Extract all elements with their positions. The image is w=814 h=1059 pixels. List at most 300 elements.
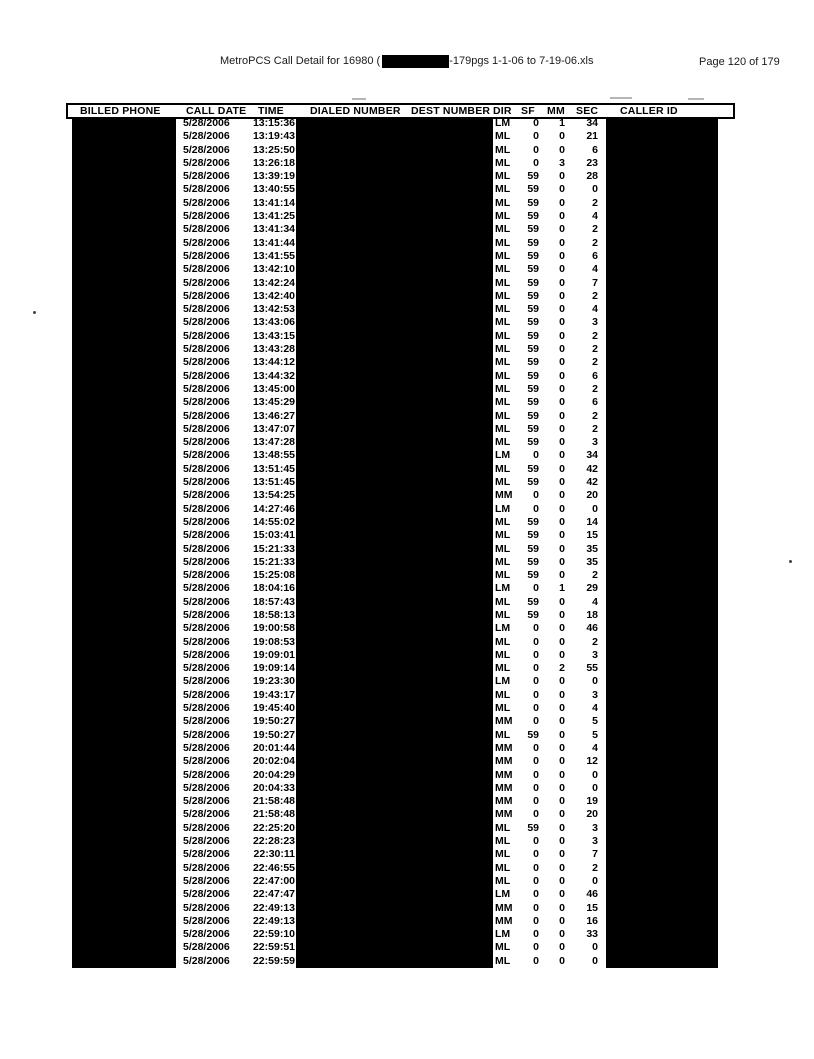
cell-sf: 59	[527, 436, 539, 449]
cell-call-date: 5/28/2006	[183, 210, 230, 223]
cell-dir: ML	[495, 821, 511, 834]
cell-mm: 0	[559, 848, 565, 861]
cell-time: 19:09:14	[252, 662, 295, 675]
cell-mm: 1	[559, 582, 565, 595]
cell-sf: 0	[533, 648, 539, 661]
cell-mm: 0	[559, 183, 565, 196]
cell-sec: 2	[592, 409, 598, 422]
cell-sf: 0	[533, 861, 539, 874]
cell-time: 13:45:00	[252, 382, 295, 395]
cell-sec: 4	[592, 595, 598, 608]
cell-sf: 0	[533, 901, 539, 914]
report-title-prefix: MetroPCS Call Detail for 16980 (	[220, 55, 381, 67]
cell-time: 19:00:58	[252, 622, 295, 635]
cell-sf: 59	[527, 356, 539, 369]
cell-sec: 42	[586, 476, 598, 489]
cell-sec: 15	[586, 529, 598, 542]
cell-call-date: 5/28/2006	[183, 715, 230, 728]
cell-time: 20:02:04	[252, 755, 295, 768]
redaction-caller-id-column	[606, 117, 718, 968]
cell-sf: 0	[533, 675, 539, 688]
page-number: Page 120 of 179	[699, 56, 780, 68]
cell-call-date: 5/28/2006	[183, 502, 230, 515]
column-header-dialed-number: DIALED NUMBER	[310, 105, 401, 117]
cell-call-date: 5/28/2006	[183, 409, 230, 422]
cell-sf: 59	[527, 343, 539, 356]
cell-sf: 0	[533, 143, 539, 156]
cell-sec: 29	[586, 582, 598, 595]
cell-time: 19:09:01	[252, 648, 295, 661]
cell-call-date: 5/28/2006	[183, 795, 230, 808]
cell-dir: ML	[495, 236, 511, 249]
cell-dir: ML	[495, 555, 511, 568]
cell-call-date: 5/28/2006	[183, 462, 230, 475]
cell-mm: 0	[559, 795, 565, 808]
cell-call-date: 5/28/2006	[183, 688, 230, 701]
cell-sec: 0	[592, 768, 598, 781]
cell-mm: 0	[559, 622, 565, 635]
cell-time: 13:48:55	[252, 449, 295, 462]
cell-time: 20:01:44	[252, 741, 295, 754]
cell-dir: ML	[495, 382, 511, 395]
cell-mm: 2	[559, 662, 565, 675]
cell-time: 19:23:30	[252, 675, 295, 688]
cell-mm: 0	[559, 529, 565, 542]
cell-call-date: 5/28/2006	[183, 316, 230, 329]
report-title	[220, 54, 594, 68]
cell-mm: 0	[559, 515, 565, 528]
cell-dir: ML	[495, 476, 511, 489]
redaction-billed-phone-column	[72, 117, 176, 968]
cell-sf: 0	[533, 768, 539, 781]
cell-dir: ML	[495, 688, 511, 701]
cell-time: 15:03:41	[252, 529, 295, 542]
column-header-dir: DIR	[493, 105, 512, 117]
cell-sec: 0	[592, 954, 598, 967]
column-header-sec: SEC	[576, 105, 599, 117]
cell-dir: ML	[495, 143, 511, 156]
cell-sec: 12	[586, 755, 598, 768]
cell-mm: 0	[559, 329, 565, 342]
cell-call-date: 5/28/2006	[183, 928, 230, 941]
column-header-time: TIME	[258, 105, 284, 117]
cell-time: 21:58:48	[252, 795, 295, 808]
cell-time: 13:45:29	[252, 396, 295, 409]
cell-call-date: 5/28/2006	[183, 422, 230, 435]
cell-dir: ML	[495, 608, 511, 621]
cell-mm: 0	[559, 608, 565, 621]
cell-mm: 0	[559, 648, 565, 661]
cell-call-date: 5/28/2006	[183, 130, 230, 143]
cell-sec: 2	[592, 223, 598, 236]
cell-sf: 0	[533, 755, 539, 768]
cell-sf: 0	[533, 928, 539, 941]
cell-sf: 59	[527, 369, 539, 382]
cell-call-date: 5/28/2006	[183, 569, 230, 582]
cell-time: 13:25:50	[252, 143, 295, 156]
cell-sec: 0	[592, 874, 598, 887]
cell-sec: 3	[592, 436, 598, 449]
cell-time: 22:25:20	[252, 821, 295, 834]
cell-time: 13:47:28	[252, 436, 295, 449]
cell-time: 22:30:11	[253, 848, 295, 861]
cell-mm: 0	[559, 289, 565, 302]
cell-dir: ML	[495, 595, 511, 608]
cell-sf: 59	[527, 728, 539, 741]
cell-mm: 0	[559, 635, 565, 648]
cell-sf: 0	[533, 582, 539, 595]
cell-sec: 0	[592, 502, 598, 515]
cell-sec: 2	[592, 382, 598, 395]
cell-sec: 19	[586, 795, 598, 808]
cell-mm: 0	[559, 476, 565, 489]
cell-dir: ML	[495, 289, 511, 302]
cell-time: 15:25:08	[252, 569, 295, 582]
scan-speck	[789, 560, 792, 563]
cell-sec: 3	[592, 316, 598, 329]
cell-sec: 3	[592, 648, 598, 661]
cell-sec: 6	[592, 143, 598, 156]
cell-sec: 2	[592, 861, 598, 874]
cell-mm: 0	[559, 489, 565, 502]
cell-dir: ML	[495, 848, 511, 861]
cell-time: 14:55:02	[252, 515, 295, 528]
cell-dir: ML	[495, 542, 511, 555]
cell-time: 13:51:45	[252, 462, 295, 475]
cell-dir: ML	[495, 369, 511, 382]
cell-mm: 0	[559, 409, 565, 422]
cell-call-date: 5/28/2006	[183, 595, 230, 608]
cell-sec: 20	[586, 489, 598, 502]
cell-call-date: 5/28/2006	[183, 781, 230, 794]
cell-call-date: 5/28/2006	[183, 675, 230, 688]
cell-sf: 0	[533, 622, 539, 635]
title-redaction-bar	[382, 55, 449, 68]
cell-mm: 0	[559, 755, 565, 768]
cell-dir: ML	[495, 515, 511, 528]
cell-mm: 0	[559, 130, 565, 143]
cell-dir: MM	[495, 914, 513, 927]
cell-call-date: 5/28/2006	[183, 914, 230, 927]
cell-mm: 0	[559, 941, 565, 954]
cell-call-date: 5/28/2006	[183, 382, 230, 395]
cell-dir: LM	[495, 582, 511, 595]
cell-sec: 16	[586, 914, 598, 927]
cell-dir: ML	[495, 529, 511, 542]
cell-call-date: 5/28/2006	[183, 449, 230, 462]
cell-call-date: 5/28/2006	[183, 622, 230, 635]
cell-call-date: 5/28/2006	[183, 223, 230, 236]
cell-mm: 0	[559, 196, 565, 209]
cell-call-date: 5/28/2006	[183, 436, 230, 449]
cell-time: 22:49:13	[252, 901, 295, 914]
cell-call-date: 5/28/2006	[183, 143, 230, 156]
cell-call-date: 5/28/2006	[183, 329, 230, 342]
cell-mm: 0	[559, 914, 565, 927]
cell-time: 19:08:53	[252, 635, 295, 648]
cell-call-date: 5/28/2006	[183, 874, 230, 887]
cell-call-date: 5/28/2006	[183, 768, 230, 781]
cell-sec: 20	[586, 808, 598, 821]
cell-mm: 0	[559, 888, 565, 901]
cell-sec: 6	[592, 396, 598, 409]
cell-time: 13:42:10	[252, 263, 295, 276]
cell-sec: 33	[586, 928, 598, 941]
cell-sf: 59	[527, 569, 539, 582]
scan-artifact	[688, 98, 704, 100]
cell-time: 14:27:46	[252, 502, 295, 515]
cell-dir: ML	[495, 329, 511, 342]
column-header-sf: SF	[521, 105, 535, 117]
cell-sf: 0	[533, 702, 539, 715]
cell-time: 13:40:55	[252, 183, 295, 196]
cell-mm: 0	[559, 901, 565, 914]
cell-sec: 6	[592, 369, 598, 382]
cell-sf: 59	[527, 555, 539, 568]
cell-time: 22:49:13	[252, 914, 295, 927]
cell-sec: 2	[592, 343, 598, 356]
cell-mm: 0	[559, 449, 565, 462]
cell-time: 13:41:44	[252, 236, 295, 249]
cell-sec: 0	[592, 781, 598, 794]
cell-dir: LM	[495, 117, 511, 129]
cell-dir: ML	[495, 422, 511, 435]
cell-mm: 0	[559, 728, 565, 741]
scan-artifact	[610, 97, 632, 99]
cell-call-date: 5/28/2006	[183, 396, 230, 409]
cell-time: 13:41:34	[252, 223, 295, 236]
cell-dir: LM	[495, 449, 511, 462]
cell-mm: 0	[559, 768, 565, 781]
cell-call-date: 5/28/2006	[183, 954, 230, 967]
cell-mm: 0	[559, 702, 565, 715]
cell-sf: 59	[527, 183, 539, 196]
cell-mm: 0	[559, 741, 565, 754]
cell-time: 13:43:15	[252, 329, 295, 342]
cell-sf: 0	[533, 795, 539, 808]
cell-time: 13:47:07	[252, 422, 295, 435]
cell-sec: 2	[592, 236, 598, 249]
cell-time: 18:58:13	[252, 608, 295, 621]
cell-sec: 14	[586, 515, 598, 528]
cell-dir: ML	[495, 210, 511, 223]
cell-sf: 0	[533, 130, 539, 143]
cell-sec: 3	[592, 688, 598, 701]
cell-time: 13:41:14	[252, 196, 295, 209]
cell-sf: 59	[527, 595, 539, 608]
cell-sec: 15	[586, 901, 598, 914]
cell-mm: 0	[559, 874, 565, 887]
cell-time: 20:04:29	[252, 768, 295, 781]
cell-time: 22:59:10	[252, 928, 295, 941]
cell-time: 15:21:33	[252, 555, 295, 568]
cell-call-date: 5/28/2006	[183, 808, 230, 821]
cell-dir: ML	[495, 276, 511, 289]
report-title-suffix: -179pgs 1-1-06 to 7-19-06.xls	[449, 55, 594, 67]
cell-sf: 59	[527, 529, 539, 542]
cell-call-date: 5/28/2006	[183, 289, 230, 302]
cell-sec: 21	[586, 130, 598, 143]
cell-mm: 0	[559, 954, 565, 967]
cell-call-date: 5/28/2006	[183, 303, 230, 316]
cell-dir: MM	[495, 808, 513, 821]
cell-time: 15:21:33	[252, 542, 295, 555]
cell-sec: 7	[592, 276, 598, 289]
cell-time: 19:50:27	[252, 728, 295, 741]
cell-time: 13:42:24	[252, 276, 295, 289]
cell-sf: 0	[533, 635, 539, 648]
cell-sf: 59	[527, 409, 539, 422]
cell-sf: 59	[527, 303, 539, 316]
cell-dir: ML	[495, 170, 511, 183]
cell-dir: ML	[495, 662, 511, 675]
cell-time: 22:28:23	[252, 835, 295, 848]
cell-sf: 59	[527, 223, 539, 236]
cell-mm: 0	[559, 436, 565, 449]
cell-mm: 0	[559, 263, 565, 276]
cell-dir: MM	[495, 781, 513, 794]
cell-mm: 0	[559, 249, 565, 262]
cell-sf: 59	[527, 515, 539, 528]
cell-call-date: 5/28/2006	[183, 249, 230, 262]
cell-dir: ML	[495, 316, 511, 329]
cell-sec: 4	[592, 303, 598, 316]
cell-dir: MM	[495, 901, 513, 914]
cell-mm: 3	[559, 156, 565, 169]
cell-call-date: 5/28/2006	[183, 117, 230, 129]
cell-mm: 0	[559, 555, 565, 568]
cell-dir: ML	[495, 462, 511, 475]
cell-dir: LM	[495, 888, 511, 901]
cell-sf: 59	[527, 462, 539, 475]
cell-time: 13:39:19	[252, 170, 295, 183]
cell-sec: 4	[592, 210, 598, 223]
cell-time: 18:04:16	[252, 582, 295, 595]
cell-sf: 0	[533, 781, 539, 794]
cell-time: 22:47:47	[252, 888, 295, 901]
cell-call-date: 5/28/2006	[183, 608, 230, 621]
cell-dir: ML	[495, 874, 511, 887]
cell-sf: 0	[533, 156, 539, 169]
cell-dir: MM	[495, 755, 513, 768]
cell-sf: 0	[533, 808, 539, 821]
cell-sf: 0	[533, 835, 539, 848]
cell-dir: ML	[495, 702, 511, 715]
cell-mm: 0	[559, 462, 565, 475]
cell-sec: 2	[592, 196, 598, 209]
cell-sf: 59	[527, 289, 539, 302]
cell-sf: 59	[527, 422, 539, 435]
cell-time: 13:41:25	[252, 210, 295, 223]
cell-sec: 5	[592, 715, 598, 728]
cell-time: 19:45:40	[252, 702, 295, 715]
cell-sf: 59	[527, 329, 539, 342]
cell-dir: LM	[495, 502, 511, 515]
cell-dir: MM	[495, 795, 513, 808]
cell-dir: ML	[495, 263, 511, 276]
cell-dir: ML	[495, 728, 511, 741]
cell-time: 19:50:27	[252, 715, 295, 728]
cell-call-date: 5/28/2006	[183, 343, 230, 356]
cell-sf: 0	[533, 662, 539, 675]
cell-sf: 59	[527, 476, 539, 489]
cell-dir: MM	[495, 489, 513, 502]
cell-sec: 34	[586, 117, 598, 129]
cell-sf: 0	[533, 848, 539, 861]
cell-sec: 7	[592, 848, 598, 861]
cell-mm: 0	[559, 542, 565, 555]
cell-sec: 6	[592, 249, 598, 262]
cell-call-date: 5/28/2006	[183, 702, 230, 715]
cell-call-date: 5/28/2006	[183, 821, 230, 834]
column-header-billed-phone: BILLED PHONE	[80, 105, 161, 117]
cell-sf: 59	[527, 316, 539, 329]
cell-sec: 0	[592, 675, 598, 688]
cell-dir: ML	[495, 954, 511, 967]
cell-dir: ML	[495, 356, 511, 369]
cell-sec: 2	[592, 329, 598, 342]
cell-sf: 0	[533, 874, 539, 887]
cell-call-date: 5/28/2006	[183, 635, 230, 648]
cell-mm: 0	[559, 688, 565, 701]
cell-time: 13:43:28	[252, 343, 295, 356]
cell-mm: 0	[559, 808, 565, 821]
cell-mm: 0	[559, 781, 565, 794]
column-header-caller-id: CALLER ID	[620, 105, 678, 117]
cell-mm: 0	[559, 675, 565, 688]
cell-sec: 0	[592, 941, 598, 954]
cell-sf: 59	[527, 276, 539, 289]
cell-mm: 0	[559, 821, 565, 834]
cell-call-date: 5/28/2006	[183, 489, 230, 502]
cell-mm: 0	[559, 928, 565, 941]
cell-mm: 0	[559, 210, 565, 223]
cell-mm: 0	[559, 143, 565, 156]
cell-time: 22:46:55	[252, 861, 295, 874]
cell-sf: 59	[527, 236, 539, 249]
cell-call-date: 5/28/2006	[183, 901, 230, 914]
cell-dir: ML	[495, 249, 511, 262]
cell-dir: ML	[495, 861, 511, 874]
cell-sf: 59	[527, 608, 539, 621]
cell-dir: ML	[495, 303, 511, 316]
cell-call-date: 5/28/2006	[183, 236, 230, 249]
cell-call-date: 5/28/2006	[183, 582, 230, 595]
cell-sec: 28	[586, 170, 598, 183]
cell-dir: LM	[495, 622, 511, 635]
cell-mm: 0	[559, 316, 565, 329]
cell-dir: ML	[495, 223, 511, 236]
cell-time: 22:59:51	[252, 941, 295, 954]
cell-sf: 59	[527, 263, 539, 276]
cell-time: 13:44:32	[252, 369, 295, 382]
cell-call-date: 5/28/2006	[183, 728, 230, 741]
cell-dir: ML	[495, 196, 511, 209]
cell-time: 20:04:33	[252, 781, 295, 794]
cell-call-date: 5/28/2006	[183, 941, 230, 954]
cell-sec: 35	[586, 542, 598, 555]
cell-sf: 0	[533, 715, 539, 728]
cell-sec: 2	[592, 289, 598, 302]
cell-call-date: 5/28/2006	[183, 263, 230, 276]
cell-mm: 0	[559, 595, 565, 608]
scan-artifact	[352, 98, 366, 100]
cell-call-date: 5/28/2006	[183, 848, 230, 861]
cell-time: 13:41:55	[252, 249, 295, 262]
cell-sf: 0	[533, 914, 539, 927]
cell-sec: 2	[592, 356, 598, 369]
cell-sec: 46	[586, 622, 598, 635]
